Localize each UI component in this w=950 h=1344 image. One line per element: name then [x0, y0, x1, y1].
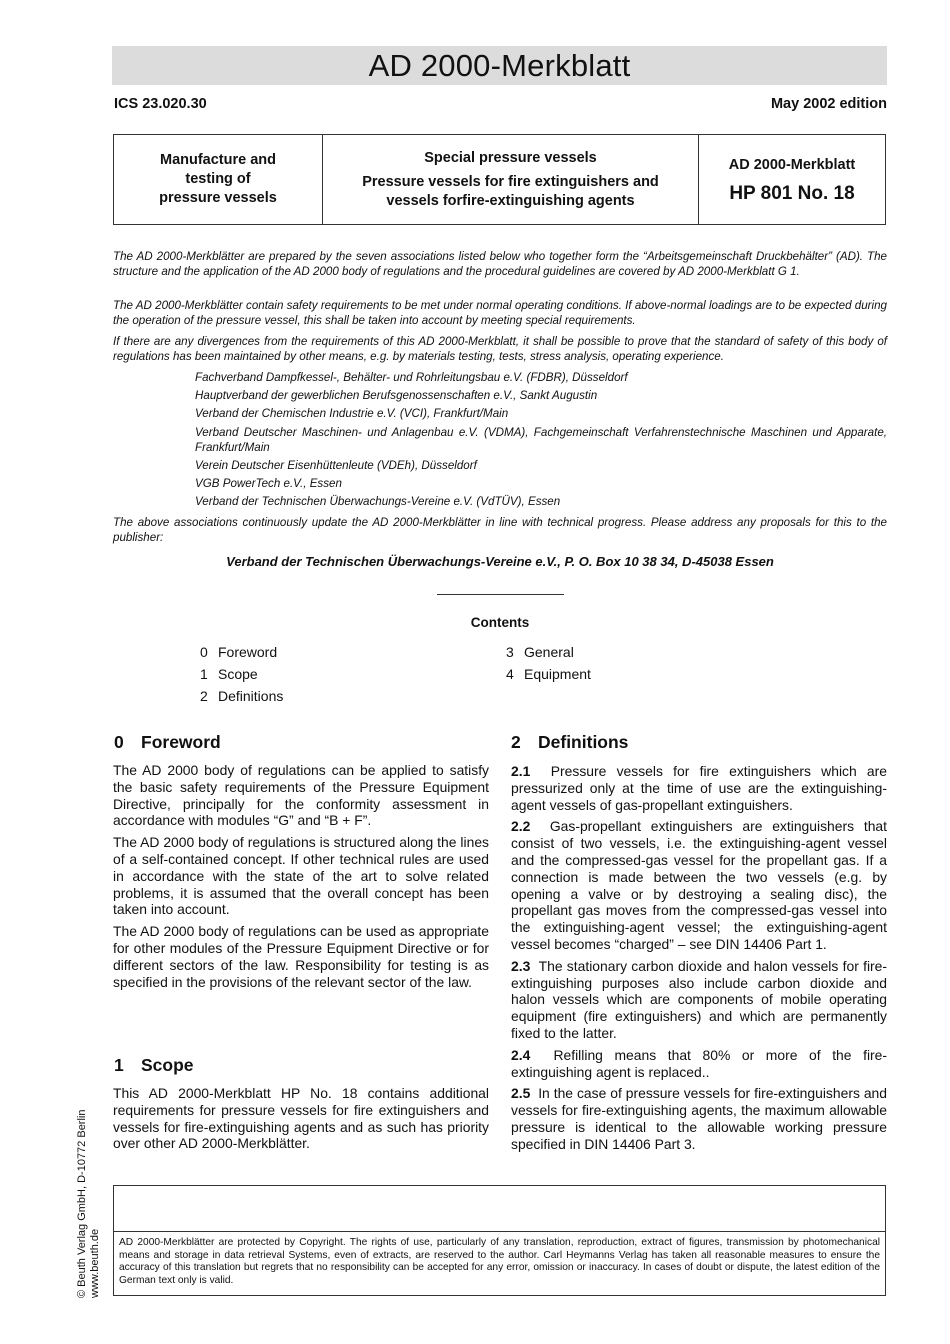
body-paragraph: The AD 2000 body of regulations is structured along the lines of a self-contained concept. If other technical rules are used in accordance with the state of the art to solve related problems, it is assumed that the overall concept has been taken into account.	[113, 834, 489, 918]
toc-item-label: Equipment	[524, 666, 591, 682]
reference-label: AD 2000-Merkblatt	[728, 157, 856, 173]
definition-number: 2.5	[511, 1085, 531, 1102]
section-number: 0	[114, 732, 124, 752]
section-number: 2	[511, 732, 521, 752]
category-line: testing of	[185, 171, 251, 187]
toc-item-label: Scope	[218, 666, 258, 682]
toc-item[interactable]	[200, 641, 283, 663]
toc-item[interactable]	[506, 641, 591, 663]
definition-item	[511, 958, 887, 1042]
sidenote-line: www.beuth.de	[89, 1228, 101, 1298]
section-heading-definitions	[511, 732, 628, 753]
toc-item-number: 2	[200, 688, 208, 704]
association-item: Verband der Chemischen Industrie e.V. (VCI), Frankfurt/Main	[195, 407, 509, 420]
toc-item-number: 3	[506, 644, 514, 660]
intro-paragraph: The AD 2000-Merkblätter contain safety requirements to be met under normal operating conditions. If above-normal loadings are to be expected during the operation of the pressure vessel, this shall be taken into account by meeting special requirements.	[113, 299, 887, 327]
definition-number: 2.2	[511, 818, 531, 835]
toc-item-number: 1	[200, 666, 208, 682]
definition-text: Pressure vessels for fire extinguishers which are pressurized only at the time of use are the extinguishing-agent vessels of gas-propellant extinguishers.	[511, 763, 888, 813]
toc-item[interactable]	[506, 663, 591, 685]
category-line: Manufacture and	[159, 152, 276, 168]
section-title: Scope	[141, 1055, 194, 1075]
definition-text: Gas-propellant extinguishers are extinguishers that consist of two vessels, i.e. the extinguishing-agent vessel and the compressed-gas vessel for the propellant gas. If a connection is made between the two vessels (e.g. by opening a valve or by destroying a sealing disc), the propellant gas moves from the compressed-gas vessel into the extinguishing-agent vessel; the extinguishing-agent vessel becomes “charged” – see DIN 14406 Part 1.	[511, 818, 887, 952]
subject-subtitle-line: vessels forfire-extinguishing agents	[386, 192, 635, 209]
intro-paragraph: The above associations continuously update the AD 2000-Merkblätter in line with technical progress. Please address any proposals for this to the publisher:	[113, 516, 887, 544]
ics-code: ICS 23.020.30	[114, 96, 207, 112]
definition-item	[511, 763, 887, 813]
divider-line	[437, 594, 564, 595]
publisher-sidenote	[76, 1110, 102, 1298]
reference-number: HP 801 No. 18	[729, 183, 855, 204]
document-banner: AD 2000-Merkblatt	[112, 46, 887, 85]
toc-left	[200, 641, 283, 707]
section-heading-foreword	[114, 732, 221, 753]
association-item: Verband der Technischen Überwachungs-Vereine e.V. (VdTÜV), Essen	[195, 495, 561, 508]
association-item: Verein Deutscher Eisenhüttenleute (VDEh), Düsseldorf	[195, 459, 477, 472]
toc-item[interactable]	[200, 685, 283, 707]
association-item: Fachverband Dampfkessel-, Behälter- und Rohrleitungsbau e.V. (FDBR), Düsseldorf	[195, 371, 628, 384]
edition-date: May 2002 edition	[770, 96, 887, 112]
category-line: pressure vessels	[159, 190, 277, 206]
body-paragraph: The AD 2000 body of regulations can be used as appropriate for other modules of the Pressure Equipment Directive or for different sectors of the law. Responsibility for testing is as specified in the provisions of the relevant sector of the law.	[113, 923, 489, 990]
toc-item[interactable]	[200, 663, 283, 685]
body-paragraph: This AD 2000-Merkblatt HP No. 18 contains additional requirements for pressure vessels for fire extinguishers and vessels for fire-extinguishing agents and as such has priority over other AD 2000-Merkblätter.	[113, 1085, 489, 1152]
copyright-box	[113, 1185, 886, 1296]
category-cell	[114, 135, 323, 224]
toc-item-label: Definitions	[218, 688, 284, 704]
publisher-address: Verband der Technischen Überwachungs-Vereine e.V., P. O. Box 10 38 34, D-45038 Essen	[226, 554, 774, 569]
definitions-body	[511, 763, 887, 1158]
association-item: Hauptverband der gewerblichen Berufsgenossenschaften e.V., Sankt Augustin	[195, 389, 598, 402]
title-box	[113, 134, 886, 225]
definition-item	[511, 1047, 887, 1081]
definition-text: The stationary carbon dioxide and halon vessels for fire-extinguishing purposes also include carbon dioxide and halon vessels which are components of mobile operating equipment (fire extinguishers) and which are permanently fixed to the latter.	[511, 957, 888, 1041]
section-title: Definitions	[538, 732, 629, 752]
toc-item-label: General	[524, 644, 574, 660]
definition-number: 2.1	[511, 763, 531, 779]
subject-cell	[323, 135, 699, 224]
copyright-notice: AD 2000-Merkblätter are protected by Copyright. The rights of use, particularly of any translation, reproduction, extract of figures, transmission by photomechanical means and storage in data retrieval Systems, even of extracts, are reserved to the author. Carl Heymanns Verlag has taken all reasonable measures to ensure the accuracy of this translation but regrets that no responsibility can be accepted for any error, omission or inaccuracy. In cases of doubt or dispute, the latest edition of the German text only is valid.	[114, 1231, 885, 1287]
toc-item-number: 4	[506, 666, 514, 682]
foreword-body	[113, 762, 489, 995]
toc-item-number: 0	[200, 644, 208, 660]
definition-text: In the case of pressure vessels for fire-extinguishers and vessels for fire-extinguishing agents, the maximum allowable pressure is identical to the allowable working pressure specified in DIN 14406 Part 3.	[511, 1085, 887, 1152]
definition-text: Refilling means that 80% or more of the fire-extinguishing agent is replaced..	[511, 1046, 888, 1080]
section-title: Foreword	[141, 732, 221, 752]
definition-number: 2.4	[511, 1046, 531, 1063]
intro-paragraph: If there are any divergences from the requirements of this AD 2000-Merkblatt, it shall be possible to prove that the standard of safety of this body of regulations has been maintained by other means, e.g. by materials testing, tests, stress analysis, operating experience.	[113, 335, 887, 363]
scope-body	[113, 1085, 489, 1157]
subject-subtitle-line: Pressure vessels for fire extinguishers and	[362, 173, 659, 190]
definition-item	[511, 818, 887, 952]
body-paragraph: The AD 2000 body of regulations can be applied to satisfy the basic safety requirements of the Pressure Equipment Directive, principally for the conformity assessment in accordance with modules “G” and “B + F”.	[113, 762, 489, 829]
toc-right	[506, 641, 591, 685]
contents-title: Contents	[470, 615, 530, 630]
association-item: VGB PowerTech e.V., Essen	[195, 477, 342, 490]
section-heading-scope	[114, 1055, 194, 1076]
sidenote-line: © Beuth Verlag GmbH, D-10772 Berlin	[76, 1109, 88, 1298]
subject-title: Special pressure vessels	[424, 149, 597, 166]
definition-item	[511, 1085, 887, 1152]
toc-item-label: Foreword	[218, 644, 278, 660]
reference-cell	[699, 135, 885, 224]
subject-subtitle	[362, 173, 659, 211]
intro-paragraph: The AD 2000-Merkblätter are prepared by the seven associations listed below who together form the “Arbeitsgemeinschaft Druckbehälter” (AD). The structure and the application of the AD 2000 body of regulations and the procedural guidelines are covered by AD 2000-Merkblatt G 1.	[113, 250, 887, 278]
section-number: 1	[114, 1055, 124, 1075]
association-item: Verband Deutscher Maschinen- und Anlagenbau e.V. (VDMA), Fachgemeinschaft Verfahrenstechnische Maschinen und Apparate, Frankfurt/Main	[195, 426, 887, 454]
definition-number: 2.3	[511, 957, 531, 974]
